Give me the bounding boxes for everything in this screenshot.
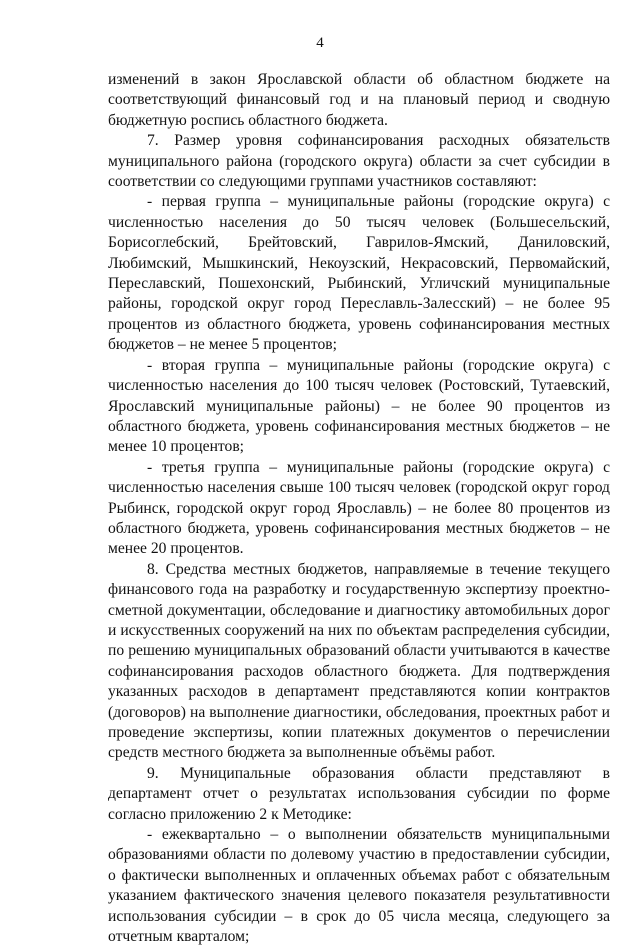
paragraph-item-9: 9. Муниципальные образования области представляют в департамент отчет о результатах использования субсидии по форме согласно приложению 2 к Методике: — [108, 764, 610, 823]
paragraph-group-1: - первая группа – муниципальные районы (городские округа) с численностью населения до 50 тысяч человек (Большесельский, Борисоглебский, Брейтовский, Гаврилов-Ямский, Даниловский, Любимский, Мышкинский, Некоузский, Некрасовский, Первомайский, Переславский, Пошехонский, Рыбинский, Угличский муниципальные районы, городской округ город Переславль-Залесский) – не более 95 процентов из областного бюджета, уровень софинансирования местных бюджетов – не менее 5 процентов; — [108, 193, 610, 354]
document-body — [108, 70, 610, 947]
paragraph-continuation: изменений в закон Ярославской области об областном бюджете на соответствующий финансовый год и на плановый период и сводную бюджетную роспись областного бюджета. — [108, 71, 610, 129]
paragraph-quarterly: - ежеквартально – о выполнении обязательств муниципальными образованиями области по долевому участию в предоставлении субсидии, о фактически выполненных и оплаченных объемах работ с обязательным указанием фактического значения целевого показателя результативности использования субсидии – в срок до 05 числа месяца, следующего за отчетным кварталом; — [108, 826, 610, 946]
paragraph-item-8: 8. Средства местных бюджетов, направляемые в течение текущего финансового года на разработку и государственную экспертизу проектно-сметной документации, обследование и диагностику автомобильных дорог и искусственных сооружений на них по объектам распределения субсидии, по решению муниципальных образований области учитываются в качестве софинансирования расходов областного бюджета. Для подтверждения указанных расходов в департамент представляются копии контрактов (договоров) на выполнение диагностики, обследования, проектных работ и проведение экспертизы, копии платежных документов о перечислении средств местного бюджета за выполненные объёмы работ. — [108, 560, 610, 762]
paragraph-item-7: 7. Размер уровня софинансирования расходных обязательств муниципального района (городского округа) области за счет субсидии в соответствии со следующими группами участников составляют: — [108, 132, 610, 191]
paragraph-group-2: - вторая группа – муниципальные районы (городские округа) с численностью населения до 100 тысяч человек (Ростовский, Тутаевский, Ярославский муниципальные районы) – не более 90 процентов из областного бюджета, уровень софинансирования местных бюджетов – не менее 10 процентов; — [108, 356, 610, 456]
paragraph-group-3: - третья группа – муниципальные районы (городские округа) с численностью населения свыше 100 тысяч человек (городской округ город Рыбинск, городской округ город Ярославль) – не более 80 процентов из областного бюджета, уровень софинансирования местных бюджетов – не менее 20 процентов. — [108, 458, 610, 558]
page-number: 4 — [316, 35, 324, 51]
